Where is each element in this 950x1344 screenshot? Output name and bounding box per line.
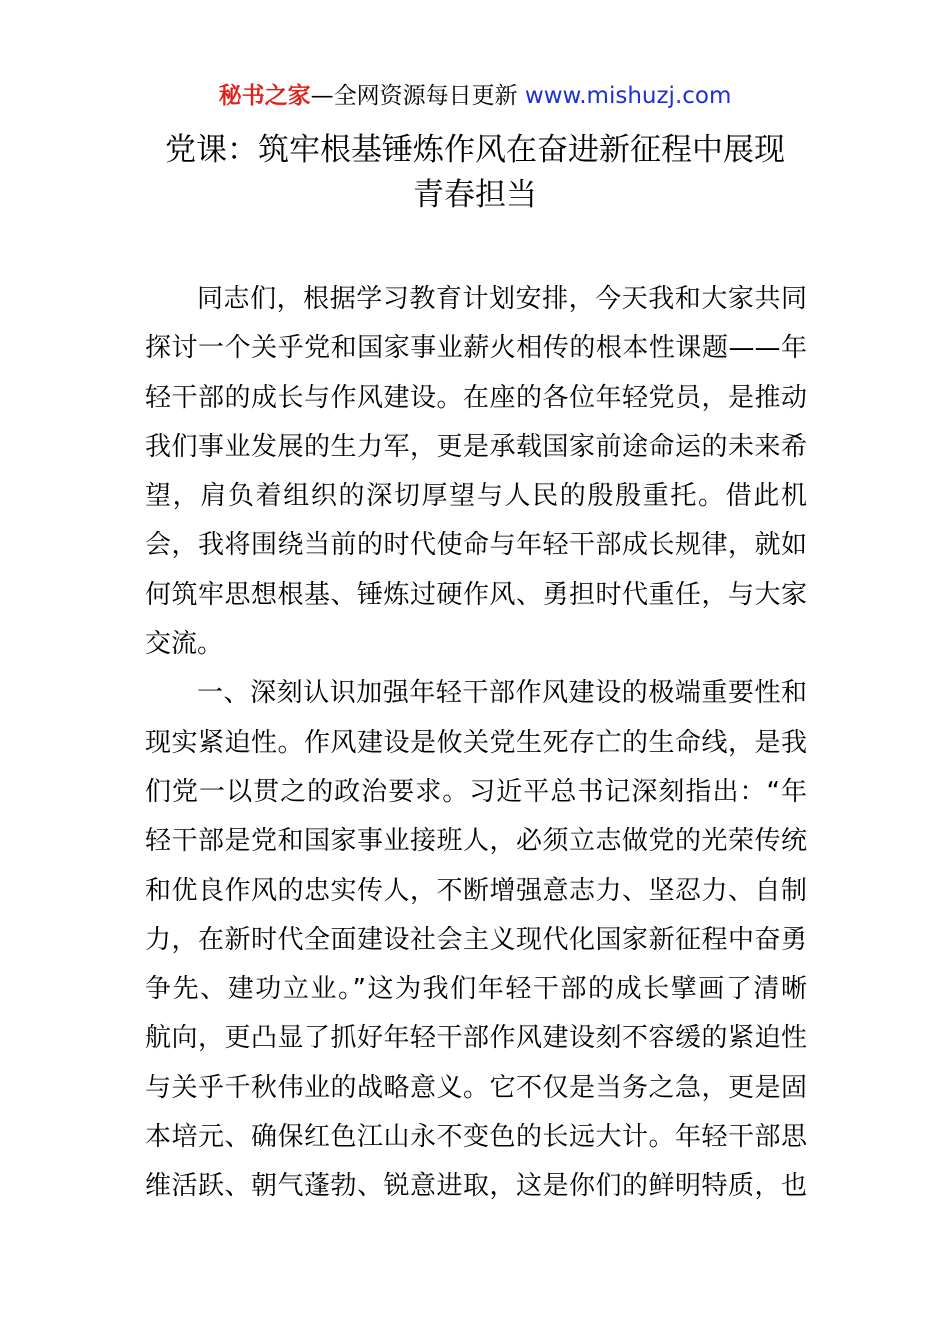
title-line: 党课：筑牢根基锤炼作风在奋进新征程中展现 [165,132,785,168]
paragraph-line: 同志们，根据学习教育计划安排，今天我和大家共同 [197,284,807,314]
paragraph-line: 与关乎千秋伟业的战略意义。它不仅是当务之急，更是固 [145,1072,807,1103]
paragraph-line: 轻干部的成长与作风建设。在座的各位年轻党员，是推动 [145,382,807,413]
paragraph-line: 探讨一个关乎党和国家事业薪火相传的根本性课题——年 [145,333,807,364]
paragraph-line: 航向，更凸显了抓好年轻干部作风建设刻不容缓的紧迫性 [145,1023,807,1054]
paragraph-line: 轻干部是党和国家事业接班人，必须立志做党的光荣传统 [145,826,807,857]
paragraph-line: 何筑牢思想根基、锤炼过硬作风、勇担时代重任，与大家 [145,579,807,610]
paragraph-line: 和优良作风的忠实传人，不断增强意志力、坚忍力、自制 [145,875,807,906]
paragraph-line: 交流。 [145,629,224,660]
paragraph-line: 会，我将围绕当前的时代使命与年轻干部成长规律，就如 [145,530,807,561]
paragraph-line: 一、深刻认识加强年轻干部作风建设的极端重要性和 [197,678,807,709]
site-url-link[interactable]: www.mishuzj.com [524,83,732,109]
document-body [145,275,807,1212]
site-tagline: —全网资源每日更新 [310,83,518,109]
paragraph-line: 现实紧迫性。作风建设是攸关党生死存亡的生命线，是我 [145,727,807,758]
paragraph-line: 本培元、确保红色江山永不变色的长远大计。年轻干部思 [145,1122,807,1153]
site-brand: 秘书之家 [218,83,311,109]
document-title [0,128,950,218]
paragraph-line: 维活跃、朝气蓬勃、锐意进取，这是你们的鲜明特质，也 [145,1171,807,1202]
paragraph-line: 争先、建功立业。”这为我们年轻干部的成长擘画了清晰 [145,974,807,1005]
paragraph-line: 们党一以贯之的政治要求。习近平总书记深刻指出：“年 [145,776,807,807]
paragraph-line: 望，肩负着组织的深切厚望与人民的殷殷重托。借此机 [145,481,807,512]
paragraph-line: 力，在新时代全面建设社会主义现代化国家新征程中奋勇 [145,924,807,955]
site-header [0,80,950,112]
title-line: 青春担当 [413,177,537,213]
paragraph-line: 我们事业发展的生力军，更是承载国家前途命运的未来希 [145,431,807,462]
